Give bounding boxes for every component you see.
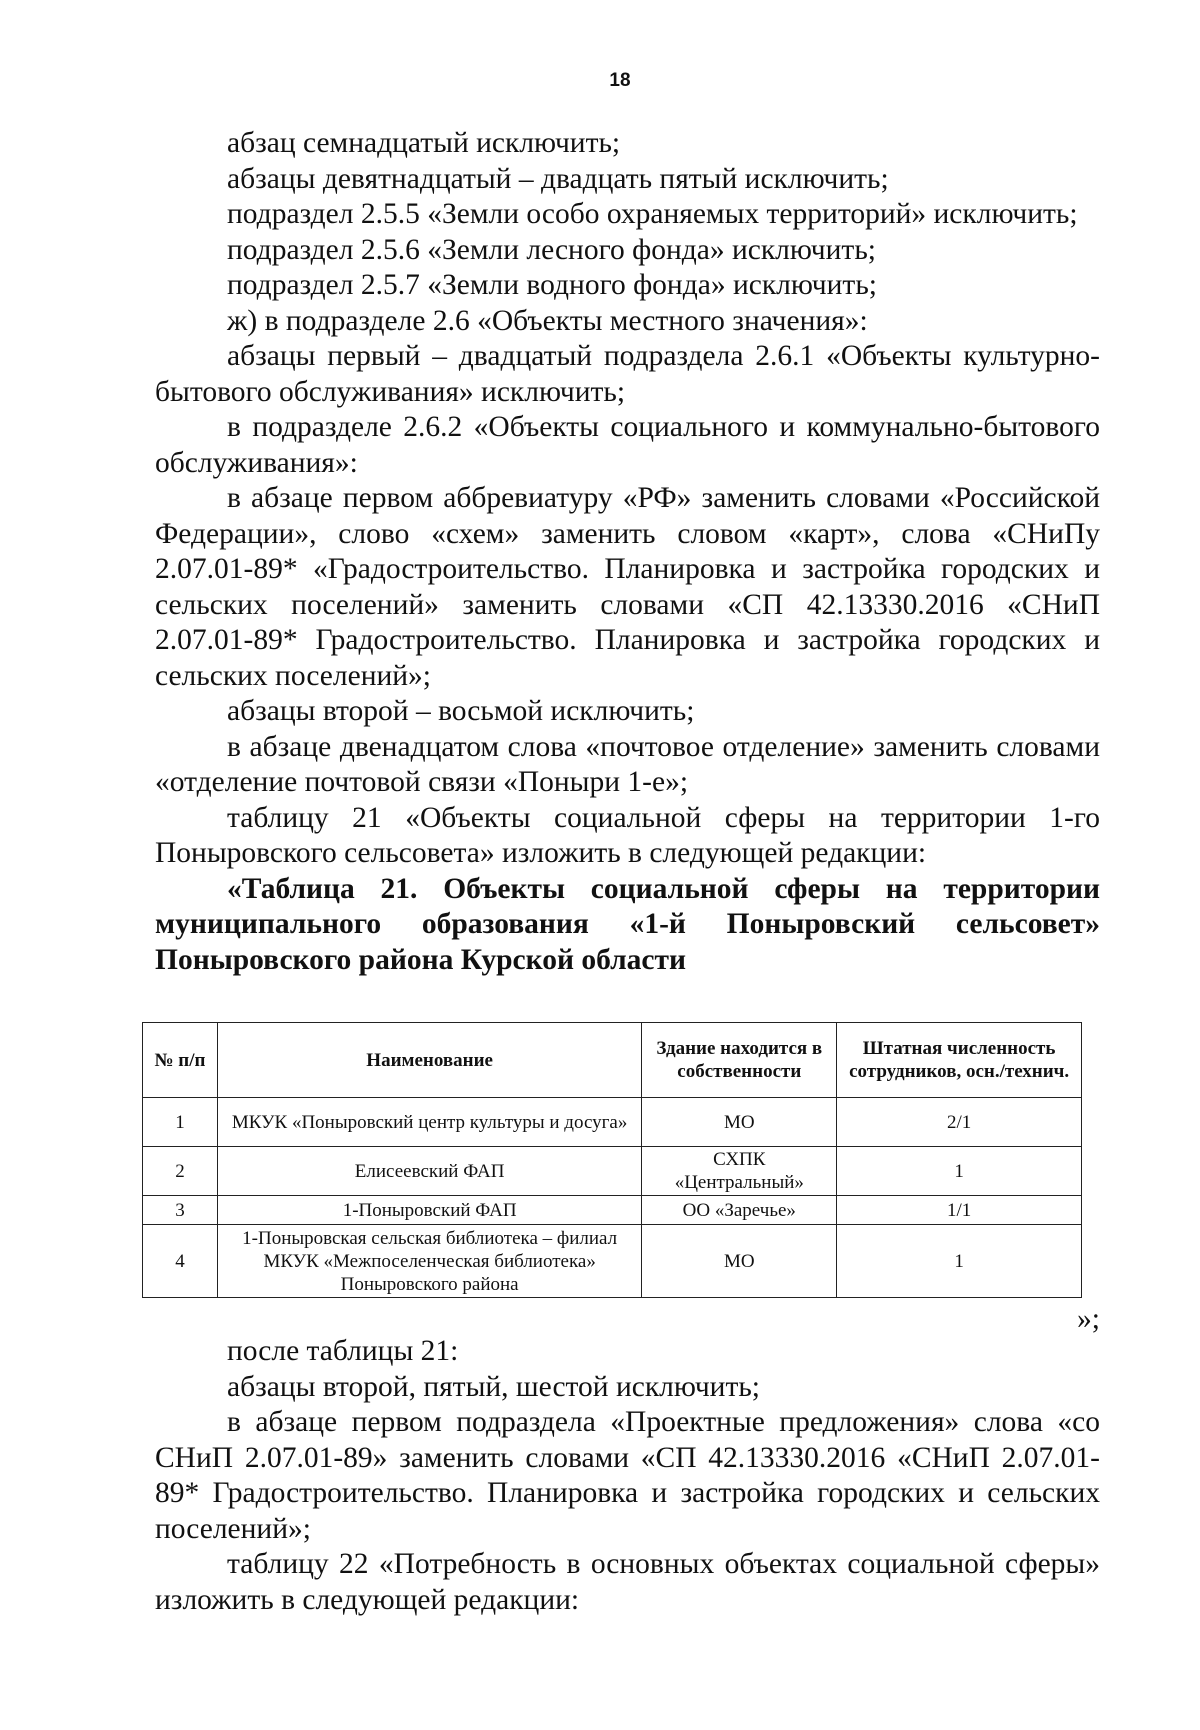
cell-number: 1 xyxy=(143,1098,218,1147)
paragraph: в абзаце первом аббревиатуру «РФ» заменить словами «Российской Федерации», слово «схем» заменить словом «карт», слова «СНиПу 2.07.01-89* «Градостроительство. Планировка и застройка городских и сельских поселений» заменить словами «СП 42.13330.2016 «СНиП 2.07.01-89* Градостроительство. Планировка и застройка городских и сельских поселений»; xyxy=(155,482,1100,692)
cell-number: 4 xyxy=(143,1225,218,1298)
paragraph: в подразделе 2.6.2 «Объекты социального и коммунально-бытового обслуживания»: xyxy=(155,411,1100,479)
paragraph: абзац семнадцатый исключить; xyxy=(227,127,621,159)
cell-staff: 1 xyxy=(837,1147,1082,1196)
objects-table xyxy=(142,1022,1082,1298)
cell-number: 3 xyxy=(143,1196,218,1225)
cell-ownership: МО xyxy=(642,1098,837,1147)
table-title: «Таблица 21. Объекты социальной сферы на территории муниципального образования «1-й Поныровский сельсовет» Поныровского района Курской области xyxy=(155,872,1100,976)
paragraph: подраздел 2.5.7 «Земли водного фонда» исключить; xyxy=(227,269,877,301)
table-row xyxy=(143,1225,1082,1298)
cell-ownership: СХПК «Центральный» xyxy=(642,1147,837,1196)
cell-staff: 1/1 xyxy=(837,1196,1082,1225)
cell-staff: 2/1 xyxy=(837,1098,1082,1147)
document-body xyxy=(155,126,1100,1618)
paragraph: таблицу 21 «Объекты социальной сферы на территории 1-го Поныровского сельсовета» изложить в следующей редакции: xyxy=(155,801,1100,869)
paragraph: в абзаце первом подраздела «Проектные предложения» слова «со СНиП 2.07.01-89» заменить словами «СП 42.13330.2016 «СНиП 2.07.01-89* Градостроительство. Планировка и застройка городских и сельских поселений»; xyxy=(155,1406,1100,1545)
header-staff: Штатная численность сотрудников, осн./технич. xyxy=(837,1023,1082,1098)
paragraph: ж) в подразделе 2.6 «Объекты местного значения»: xyxy=(227,304,868,337)
paragraph: после таблицы 21: xyxy=(227,1335,459,1367)
table-row xyxy=(143,1147,1082,1196)
paragraph: абзацы девятнадцатый – двадцать пятый исключить; xyxy=(227,162,889,195)
cell-name: 1-Поныровская сельская библиотека – филиал МКУК «Межпоселенческая библиотека» Поныровского района xyxy=(217,1225,641,1298)
paragraph: абзацы второй – восьмой исключить; xyxy=(227,695,695,727)
paragraph: абзацы первый – двадцатый подраздела 2.6.1 «Объекты культурно-бытового обслуживания» исключить; xyxy=(155,340,1100,408)
paragraph: подраздел 2.5.5 «Земли особо охраняемых территорий» исключить; xyxy=(227,198,1078,230)
table-row xyxy=(143,1098,1082,1147)
header-number: № п/п xyxy=(143,1023,218,1098)
cell-ownership: МО xyxy=(642,1225,837,1298)
cell-name: МКУК «Поныровский центр культуры и досуга» xyxy=(217,1098,641,1147)
table-closing-quote: »; xyxy=(1077,1303,1100,1335)
cell-ownership: ОО «Заречье» xyxy=(642,1196,837,1225)
table-header-row xyxy=(143,1023,1082,1098)
paragraph: в абзаце двенадцатом слова «почтовое отделение» заменить словами «отделение почтовой связи «Поныри 1-е»; xyxy=(155,730,1100,798)
header-ownership: Здание находится в собственности xyxy=(642,1023,837,1098)
cell-name: Елисеевский ФАП xyxy=(217,1147,641,1196)
page-number: 18 xyxy=(609,70,631,91)
table-row xyxy=(143,1196,1082,1225)
paragraph: подраздел 2.5.6 «Земли лесного фонда» исключить; xyxy=(227,233,876,266)
header-name: Наименование xyxy=(217,1023,641,1098)
paragraph: таблицу 22 «Потребность в основных объектах социальной сферы» изложить в следующей редакции: xyxy=(155,1548,1100,1616)
cell-number: 2 xyxy=(143,1147,218,1196)
paragraph: абзацы второй, пятый, шестой исключить; xyxy=(227,1370,760,1403)
cell-staff: 1 xyxy=(837,1225,1082,1298)
cell-name: 1-Поныровский ФАП xyxy=(217,1196,641,1225)
